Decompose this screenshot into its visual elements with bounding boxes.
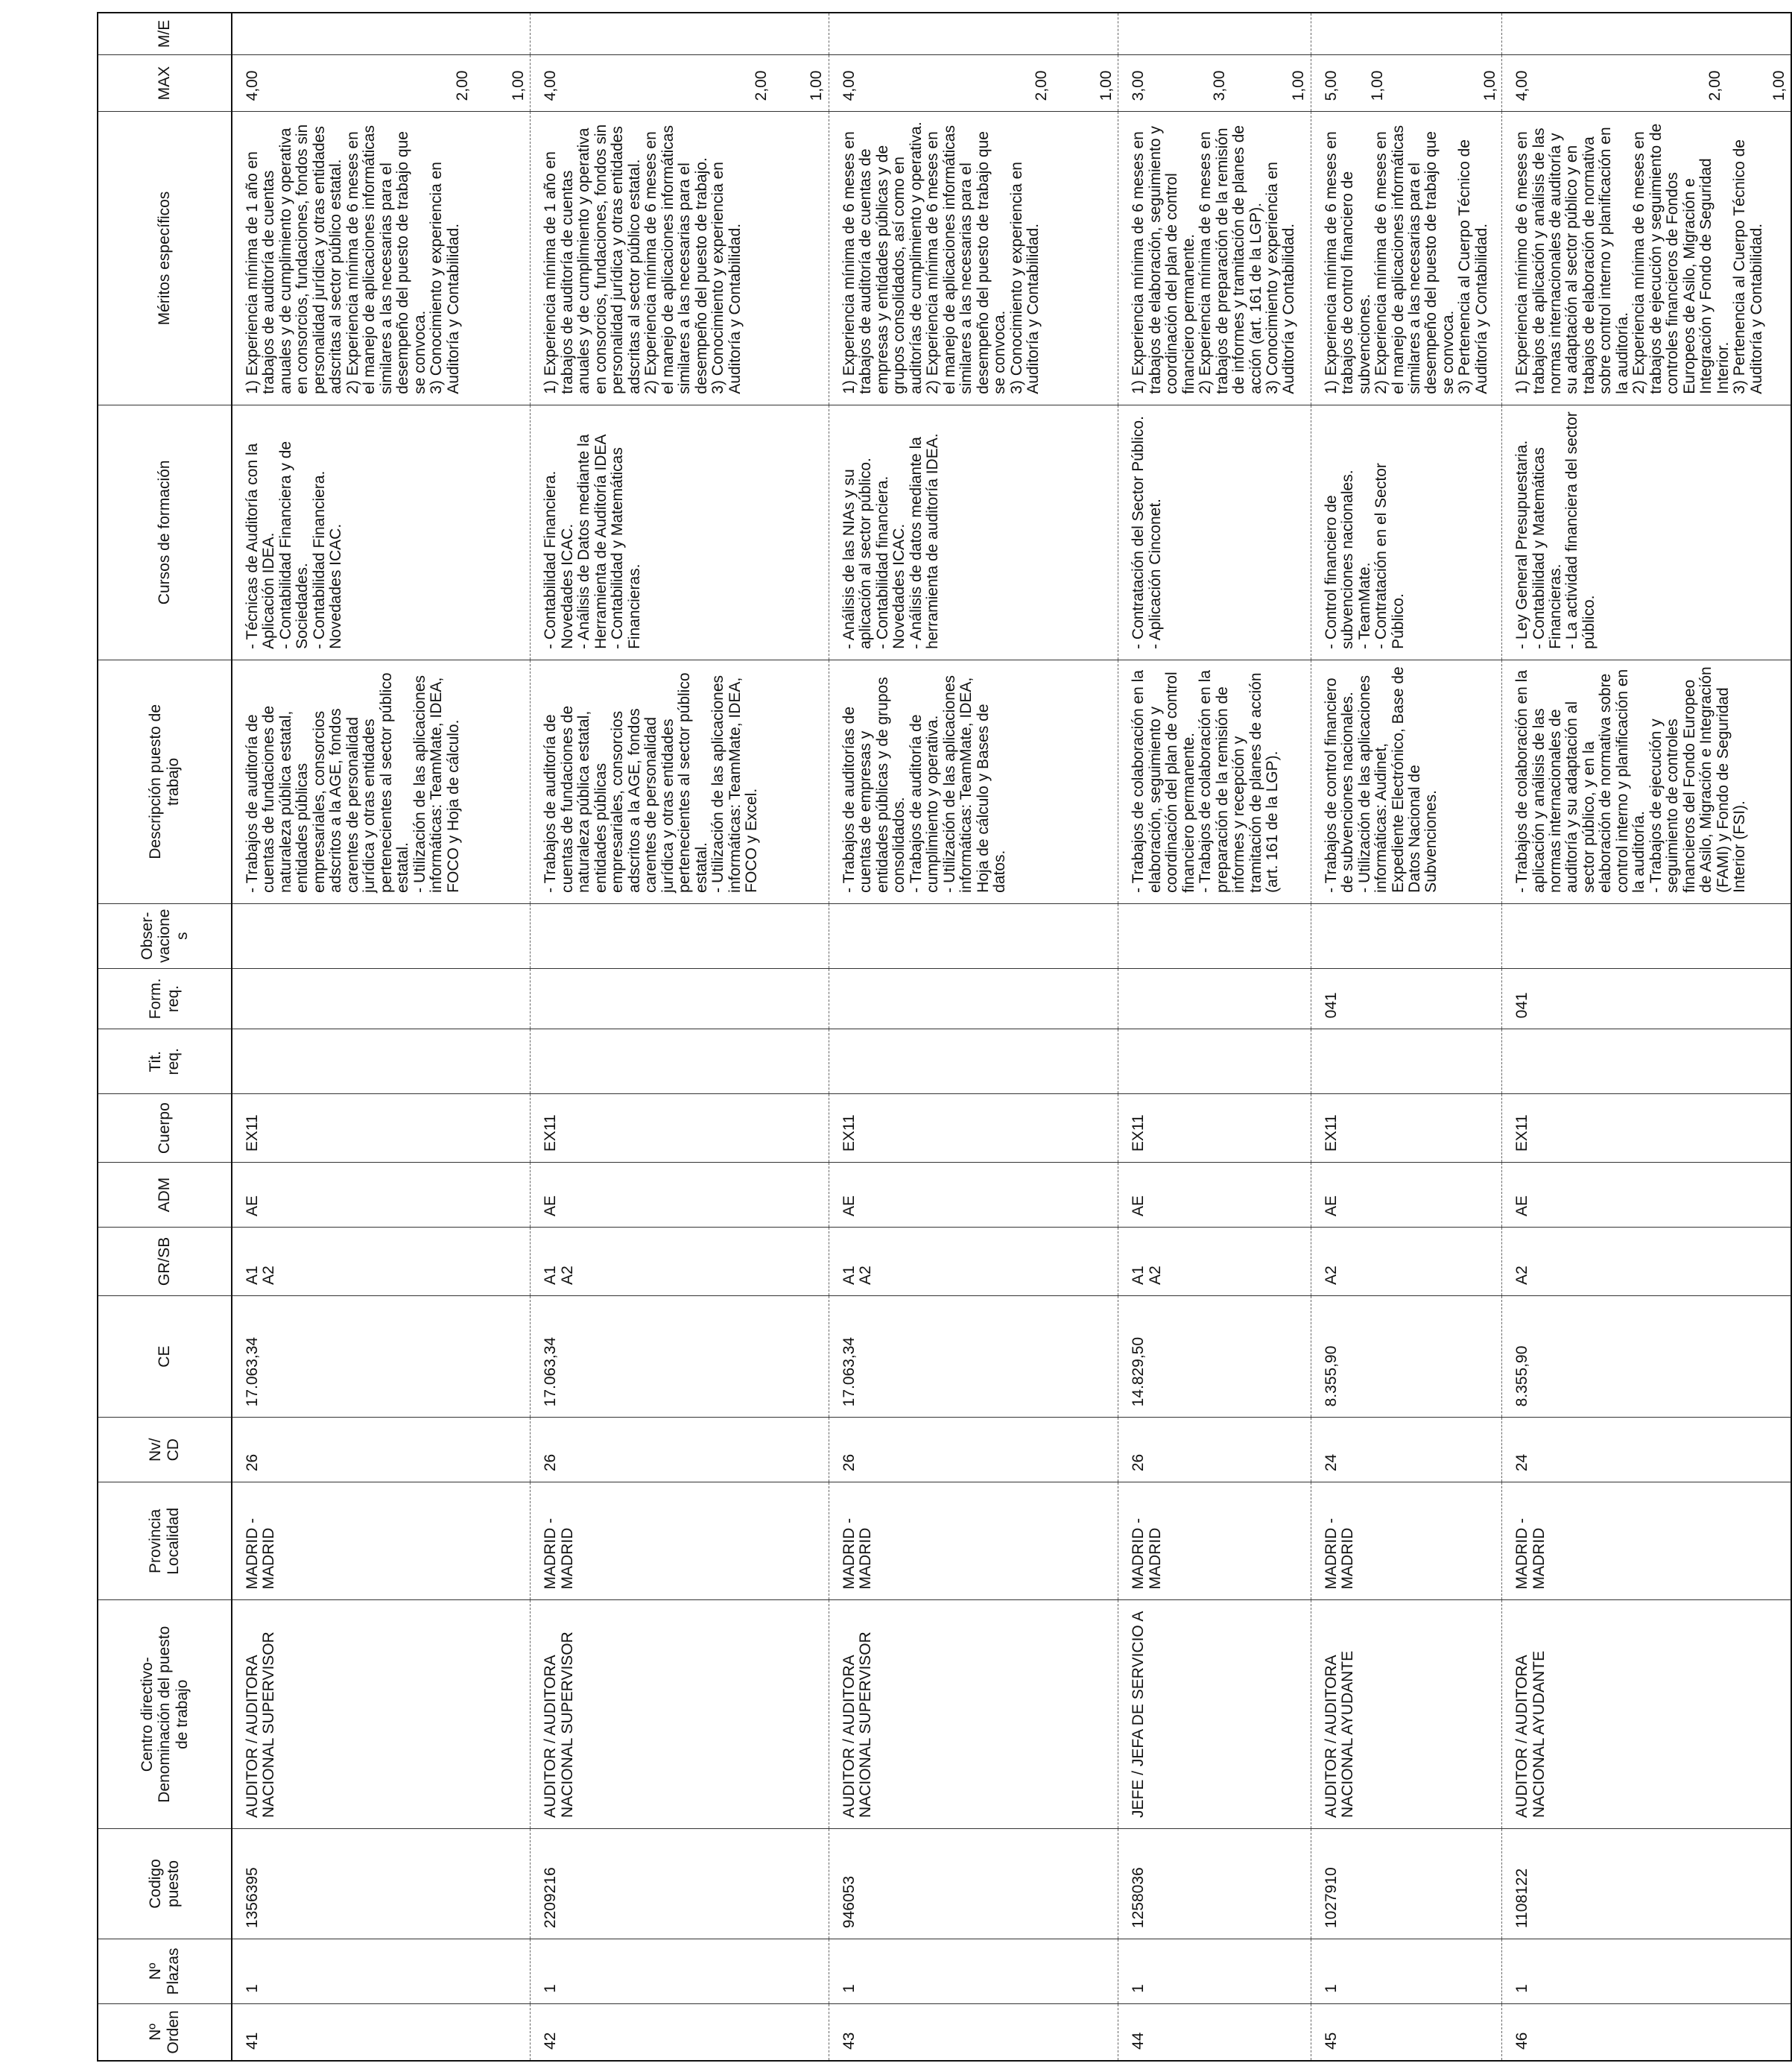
cell-cuerpo: EX11 [232,1094,531,1163]
cell-ce: 17.063,34 [531,1295,829,1417]
cell-descripcion: - Trabajos de control financiero de subvenciones nacionales. - Utilización de las aplicaciones informáticas: Audinet, Expediente Electrónico, Base de Datos Nacional de Subvenciones. [1311,660,1501,903]
header-me: M/E [98,13,232,54]
cell-form [531,968,829,1029]
cell-max [1502,54,1792,112]
cell-centro: AUDITOR / AUDITORA NACIONAL AYUDANTE [1502,1600,1792,1828]
cell-meritos: 1) Experiencia mínima de 6 meses en trabajos de elaboración, seguimiento y coordinación del plan de control financiero permanente. 2) Experiencia mínima de 6 meses en trabajos de preparación de la remisión de informes y tramitación de planes de acción (art. 161 de la LGP). 3) Conocimiento y experiencia en Auditoría y Contabilidad. [1118,112,1311,405]
cell-obs [232,903,531,968]
cell-max [829,54,1118,112]
cell-codigo: 1258036 [1118,1828,1311,1939]
header-ce: CE [98,1295,232,1417]
cell-orden: 45 [1311,2003,1501,2061]
cell-nivel: 26 [232,1418,531,1482]
cell-max [1118,54,1311,112]
max-value: 4,00 [1513,70,1531,101]
cell-plazas: 1 [1118,1939,1311,2004]
table-row [1118,13,1311,2061]
header-max: MAX [98,54,232,112]
cell-plazas: 1 [1502,1939,1792,2004]
cell-me [1311,13,1501,54]
cell-me [232,13,531,54]
cell-adm: AE [531,1163,829,1228]
max-value: 1,00 [1369,70,1387,101]
cell-cuerpo: EX11 [1311,1094,1501,1163]
max-value: 3,00 [1210,70,1228,101]
cell-grsb: A1 A2 [531,1227,829,1295]
cell-adm: AE [1118,1163,1311,1228]
cell-me [829,13,1118,54]
max-value: 1,00 [509,70,527,101]
cell-provincia: MADRID - MADRID [829,1482,1118,1600]
cell-cursos: - Ley General Presupuestaria. - Contabilidad y Matemáticas Financieras. - La actividad financiera del sector público. [1502,405,1792,660]
table-row [232,13,531,2061]
cell-meritos: 1) Experiencia mínimo de 6 meses en trabajos de aplicación y análisis de las normas internacionales de auditoría y su adaptación al sector público y en trabajos de elaboración de normativa sobre control interno y planificación en la auditoría. 2) Experiencia mínima de 6 meses en trabajos de ejecución y seguimiento de controles financieros de Fondos Europeos de Asilo, Migración e Integración y Fondo de Seguridad Interior. 3) Pertenencia al Cuerpo Técnico de Auditoría y Contabilidad. [1502,112,1792,405]
cell-codigo: 1356395 [232,1828,531,1939]
cell-max [232,54,531,112]
cell-cursos: - Análisis de las NIAs y su aplicación al sector público. - Contabilidad financiera. Novedades ICAC. - Análisis de datos mediante la herramienta de auditoría IDEA. [829,405,1118,660]
cell-tit [1502,1029,1792,1094]
cell-form [829,968,1118,1029]
cell-max [531,54,829,112]
header-cursos: Cursos de formación [98,405,232,660]
max-value: 3,00 [1130,70,1147,101]
max-value: 1,00 [1097,70,1115,101]
cell-ce: 17.063,34 [829,1295,1118,1417]
cell-descripcion: - Trabajos de auditoría de cuentas de fundaciones de naturaleza pública estatal, entidades públicas empresariales, consorcios adscritos a la AGE, fondos carentes de personalidad jurídica y otras entidades pertenecientes al sector público estatal. - Utilización de las aplicaciones informáticas: TeamMate, IDEA, FOCO y Excel. [531,660,829,903]
header-descripcion: Descripción puesto de trabajo [98,660,232,903]
cell-nivel: 26 [531,1418,829,1482]
cell-orden: 43 [829,2003,1118,2061]
cell-form: 041 [1311,968,1501,1029]
cell-obs [1118,903,1311,968]
header-obs: Obser- vaciones [98,903,232,968]
cell-form: 041 [1502,968,1792,1029]
cell-centro: AUDITOR / AUDITORA NACIONAL SUPERVISOR [829,1600,1118,1828]
cell-me [1118,13,1311,54]
cell-codigo: 2209216 [531,1828,829,1939]
cell-adm: AE [232,1163,531,1228]
cell-codigo: 1027910 [1311,1828,1501,1939]
cell-ce: 8.355,90 [1502,1295,1792,1417]
cell-obs [1502,903,1792,968]
cell-obs [1311,903,1501,968]
cell-orden: 41 [232,2003,531,2061]
cell-grsb: A1 A2 [829,1227,1118,1295]
cell-grsb: A2 [1502,1227,1792,1295]
cell-orden: 46 [1502,2003,1792,2061]
cell-tit [232,1029,531,1094]
cell-codigo: 946053 [829,1828,1118,1939]
cell-cursos: - Técnicas de Auditoría con la Aplicación IDEA. - Contabilidad Financiera y de Sociedades. - Contabilidad Financiera. Novedades ICAC. [232,405,531,660]
cell-plazas: 1 [1311,1939,1501,2004]
max-value: 4,00 [840,70,858,101]
cell-adm: AE [1311,1163,1501,1228]
cell-centro: JEFE / JEFA DE SERVICIO A [1118,1600,1311,1828]
cell-meritos: 1) Experiencia mínima de 6 meses en trabajos de auditoría de cuentas de empresas y entidades públicas y de grupos consolidados, así como en auditorías de cumplimiento y operativa. 2) Experiencia mínima de 6 meses en el manejo de aplicaciones informáticas similares a las necesarias para el desempeño del puesto de trabajo que se convoca. 3) Conocimiento y experiencia en Auditoría y Contabilidad. [829,112,1118,405]
cell-form [1118,968,1311,1029]
header-centro: Centro directivo- Denominación del puesto de trabajo [98,1600,232,1828]
cell-tit [531,1029,829,1094]
cell-meritos: 1) Experiencia mínima de 6 meses en trabajos de control financiero de subvenciones. 2) Experiencia mínima de 6 meses en el manejo de aplicaciones informáticas similares a las necesarias para el desempeño del puesto de trabajo que se convoca. 3) Pertenencia al Cuerpo Técnico de Auditoría y Contabilidad. [1311,112,1501,405]
max-value: 2,00 [454,70,472,101]
cell-codigo: 1108122 [1502,1828,1792,1939]
cell-descripcion: - Trabajos de auditoría de cuentas de fundaciones de naturaleza pública estatal, entidades públicas empresariales, consorcios adscritos a la AGE, fondos carentes de personalidad jurídica y otras entidades pertenecientes al sector público estatal. - Utilización de las aplicaciones informáticas: TeamMate, IDEA, FOCO y Hoja de cálculo. [232,660,531,903]
max-value: 1,00 [1290,70,1308,101]
max-value: 2,00 [752,70,770,101]
cell-nivel: 26 [829,1418,1118,1482]
cell-nivel: 24 [1311,1418,1501,1482]
cell-plazas: 1 [531,1939,829,2004]
table-row [1311,13,1501,2061]
max-value: 2,00 [1706,70,1723,101]
header-grsb: GR/SB [98,1227,232,1295]
cell-cuerpo: EX11 [1502,1094,1792,1163]
cell-grsb: A1 A2 [1118,1227,1311,1295]
cell-cuerpo: EX11 [1118,1094,1311,1163]
cell-plazas: 1 [232,1939,531,2004]
cell-orden: 44 [1118,2003,1311,2061]
cell-grsb: A2 [1311,1227,1501,1295]
cell-ce: 14.829,50 [1118,1295,1311,1417]
header-provincia: Provincia Localidad [98,1482,232,1600]
cell-obs [829,903,1118,968]
header-tit: Tit. req. [98,1029,232,1094]
cell-centro: AUDITOR / AUDITORA NACIONAL SUPERVISOR [531,1600,829,1828]
cell-ce: 17.063,34 [232,1295,531,1417]
cell-cursos: - Contratación del Sector Público. - Aplicación Cinconet. [1118,405,1311,660]
cell-provincia: MADRID - MADRID [531,1482,829,1600]
max-value: 4,00 [542,70,560,101]
cell-meritos: 1) Experiencia mínima de 1 año en trabajos de auditoría de cuentas anuales y de cumplimiento y operativa en consorcios, fundaciones, fondos sin personalidad jurídica y otras entidades adscritas al sector público estatal. 2) Experiencia mínima de 6 meses en el manejo de aplicaciones informáticas similares a las necesarias para el desempeño del puesto de trabajo que se convoca. 3) Conocimiento y experiencia en Auditoría y Contabilidad. [232,112,531,405]
cell-cursos: - Control financiero de subvenciones nacionales. - TeamMate. - Contratación en el Sector Público. [1311,405,1501,660]
header-nivel: Nv/ CD [98,1418,232,1482]
cell-orden: 42 [531,2003,829,2061]
header-adm: ADM [98,1163,232,1228]
cell-provincia: MADRID - MADRID [1118,1482,1311,1600]
cell-descripcion: - Trabajos de colaboración en la elaboración, seguimiento y coordinación del plan de control financiero permanente. - Trabajos de colaboración en la preparación de la remisión de informes y recepción y tramitación de planes de acción (art. 161 de la LGP). [1118,660,1311,903]
table-row [829,13,1118,2061]
max-value: 2,00 [1033,70,1051,101]
cell-me [1502,13,1792,54]
cell-descripcion: - Trabajos de colaboración en la aplicación y análisis de las normas internacionales de auditoría y su adaptación al sector público, y en la elaboración de normativa sobre control interno y planificación en la auditoría. - Trabajos de ejecución y seguimiento de controles financieros del Fondo Europeo de Asilo, Migración e Integración (FAMI) y Fondo de Seguridad Interior (FSI). [1502,660,1792,903]
max-value: 4,00 [244,70,261,101]
cell-adm: AE [1502,1163,1792,1228]
max-value: 1,00 [1481,70,1498,101]
max-value: 5,00 [1322,70,1340,101]
header-codigo: Codigo puesto [98,1828,232,1939]
cell-meritos: 1) Experiencia mínima de 1 año en trabajos de auditoría de cuentas anuales y de cumplimiento y operativa en consorcios, fundaciones, fondos sin personalidad jurídica y otras entidades adscritas al sector público estatal. 2) Experiencia mínima de 6 meses en el manejo de aplicaciones informáticas similares a las necesarias para el desempeño del puesto de trabajo. 3) Conocimiento y experiencia en Auditoría y Contabilidad. [531,112,829,405]
cell-nivel: 24 [1502,1418,1792,1482]
cell-me [531,13,829,54]
header-plazas: Nº Plazas [98,1939,232,2004]
cell-descripcion: - Trabajos de auditorías de cuentas de empresas y entidades públicas y de grupos consolidados. - Trabajos de auditoría de cumplimiento y operativa. - Utilización de las aplicaciones informáticas: TeamMate, IDEA, Hoja de cálculo y Bases de datos. [829,660,1118,903]
cell-provincia: MADRID - MADRID [1502,1482,1792,1600]
cell-tit [829,1029,1118,1094]
cell-cursos: - Contabilidad Financiera. Novedades ICAC. - Análisis de Datos mediante la Herramienta de Auditoría IDEA - Contabilidad y Matemáticas Financieras. [531,405,829,660]
table-row [531,13,829,2061]
cell-cuerpo: EX11 [531,1094,829,1163]
cell-ce: 8.355,90 [1311,1295,1501,1417]
job-positions-table [97,12,1792,2062]
cell-centro: AUDITOR / AUDITORA NACIONAL SUPERVISOR [232,1600,531,1828]
cell-obs [531,903,829,968]
header-orden: Nº Orden [98,2003,232,2061]
cell-plazas: 1 [829,1939,1118,2004]
cell-adm: AE [829,1163,1118,1228]
max-value: 1,00 [1770,70,1788,101]
cell-nivel: 26 [1118,1418,1311,1482]
max-value: 1,00 [808,70,826,101]
cell-grsb: A1 A2 [232,1227,531,1295]
header-row [98,13,232,2061]
cell-tit [1311,1029,1501,1094]
header-form: Form. req. [98,968,232,1029]
header-meritos: Méritos específicos [98,112,232,405]
cell-form [232,968,531,1029]
cell-cuerpo: EX11 [829,1094,1118,1163]
cell-provincia: MADRID - MADRID [1311,1482,1501,1600]
cell-provincia: MADRID - MADRID [232,1482,531,1600]
header-cuerpo: Cuerpo [98,1094,232,1163]
cell-tit [1118,1029,1311,1094]
cell-centro: AUDITOR / AUDITORA NACIONAL AYUDANTE [1311,1600,1501,1828]
table-row [1502,13,1792,2061]
cell-max [1311,54,1501,112]
